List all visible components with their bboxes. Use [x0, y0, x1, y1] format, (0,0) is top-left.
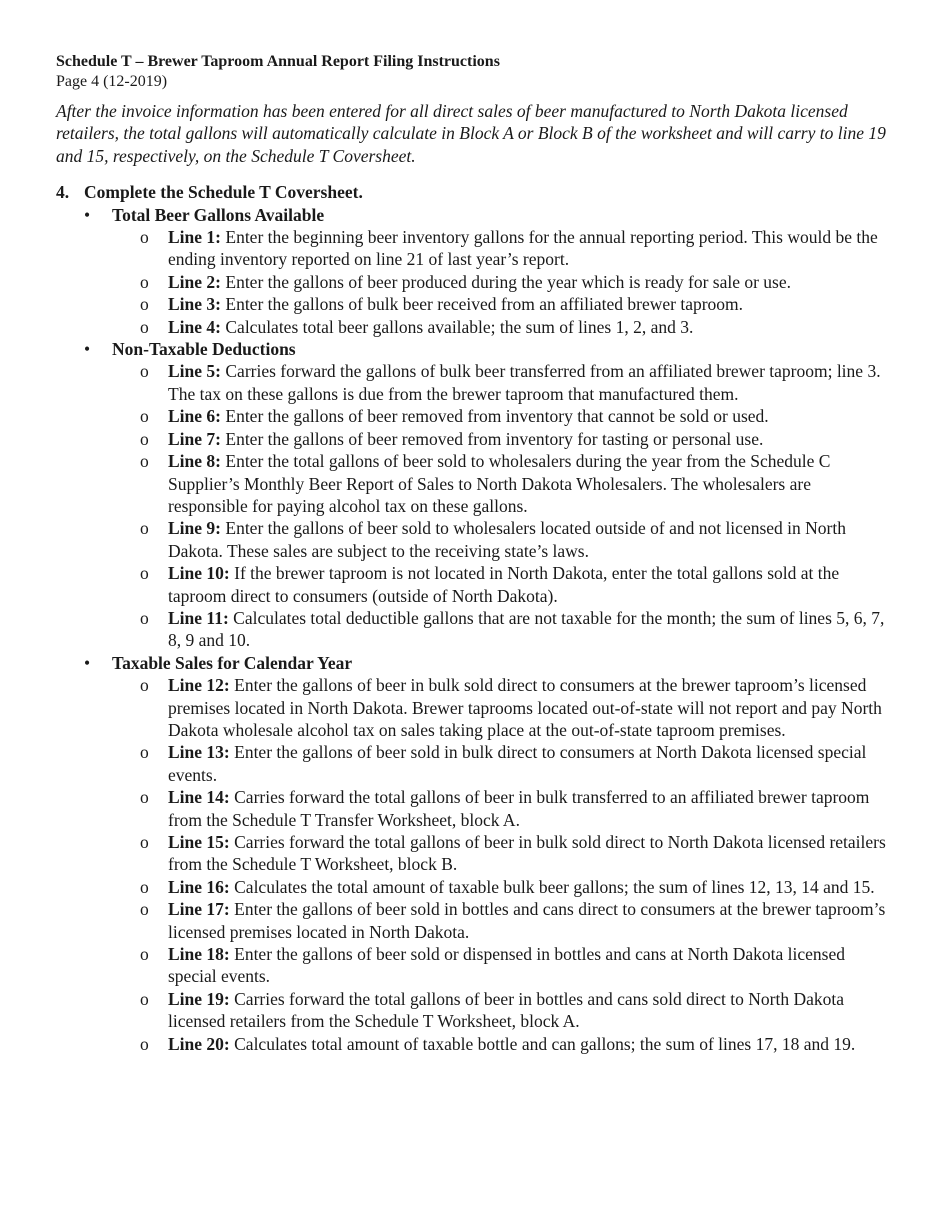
circle-bullet-icon: o — [140, 563, 149, 584]
line-description: Enter the gallons of beer sold to wholesalers located outside of and not licensed in North Dakota. These sales are subject to the receiving state’s laws. — [168, 518, 846, 561]
list-item — [56, 898, 894, 943]
item-text — [168, 517, 894, 562]
list-item — [56, 271, 894, 293]
item-text — [168, 988, 894, 1033]
line-description: Enter the gallons of beer sold in bulk direct to consumers at North Dakota licensed special events. — [168, 742, 867, 785]
line-label: Line 11: — [168, 607, 229, 628]
list-item — [56, 831, 894, 876]
line-label: Line 9: — [168, 518, 221, 539]
circle-bullet-icon: o — [140, 451, 149, 472]
item-text — [168, 316, 894, 338]
section-title: Taxable Sales for Calendar Year — [112, 652, 353, 673]
instruction-list — [56, 674, 894, 1055]
list-item — [56, 316, 894, 338]
item-text — [168, 562, 894, 607]
circle-bullet-icon: o — [140, 607, 149, 628]
circle-bullet-icon: o — [140, 899, 149, 920]
list-item — [56, 1033, 894, 1055]
instruction-list — [56, 226, 894, 338]
step-title: Complete the Schedule T Coversheet. — [84, 182, 363, 203]
line-description: Carries forward the total gallons of beer in bulk transferred to an affiliated brewer taproom from the Schedule T Transfer Worksheet, block A. — [168, 787, 870, 830]
line-description: If the brewer taproom is not located in North Dakota, enter the total gallons sold at the taproom direct to consumers (outside of North Dakota). — [168, 563, 840, 606]
line-label: Line 14: — [168, 787, 230, 808]
line-description: Enter the gallons of bulk beer received from an affiliated brewer taproom. — [221, 294, 744, 315]
line-description: Calculates total beer gallons available; the sum of lines 1, 2, and 3. — [221, 316, 694, 337]
circle-bullet-icon: o — [140, 316, 149, 337]
list-item — [56, 450, 894, 517]
bullet-icon: • — [84, 204, 91, 225]
line-label: Line 13: — [168, 742, 230, 763]
list-item — [56, 360, 894, 405]
circle-bullet-icon: o — [140, 675, 149, 696]
line-description: Calculates total deductible gallons that are not taxable for the month; the sum of lines 5, 6, 7, 8, 9 and 10. — [168, 607, 885, 651]
circle-bullet-icon: o — [140, 406, 149, 427]
line-label: Line 16: — [168, 876, 230, 897]
circle-bullet-icon: o — [140, 271, 149, 292]
circle-bullet-icon: o — [140, 832, 149, 852]
circle-bullet-icon: o — [140, 518, 149, 539]
line-label: Line 2: — [168, 271, 221, 292]
list-item — [56, 293, 894, 315]
item-text — [168, 876, 894, 898]
line-description: Enter the gallons of beer removed from inventory that cannot be sold or used. — [221, 406, 769, 427]
line-description: Enter the gallons of beer sold or dispensed in bottles and cans at North Dakota licensed special events. — [168, 944, 846, 987]
item-text — [168, 607, 894, 652]
item-text — [168, 898, 894, 943]
line-description: Enter the gallons of beer sold in bottles and cans direct to consumers at the brewer taproom’s licensed premises located in North Dakota. — [168, 899, 886, 942]
line-description: Enter the beginning beer inventory gallons for the annual reporting period. This would be the ending inventory reported on line 21 of last year’s report. — [168, 227, 878, 270]
list-item — [56, 562, 894, 607]
item-text — [168, 674, 894, 741]
circle-bullet-icon: o — [140, 361, 149, 382]
intro-paragraph: After the invoice information has been entered for all direct sales of beer manufactured to North Dakota licensed retailers, the total gallons will automatically calculate in Block A or Block B of the worksheet and will carry to line 19 and 15, respectively, on the Schedule T Coversheet. — [56, 101, 886, 166]
line-label: Line 19: — [168, 988, 230, 1009]
instruction-list — [56, 360, 894, 651]
line-description: Calculates total amount of taxable bottle and can gallons; the sum of lines 17, 18 and 19. — [229, 1033, 856, 1054]
bullet-icon: • — [84, 652, 91, 673]
circle-bullet-icon: o — [140, 227, 149, 248]
line-description: Calculates the total amount of taxable bulk beer gallons; the sum of lines 12, 13, 14 and 15. — [229, 876, 875, 897]
document-title: Schedule T – Brewer Taproom Annual Report Filing Instructions — [56, 53, 500, 70]
item-text — [168, 1033, 894, 1055]
list-item — [56, 876, 894, 898]
sections-container — [56, 204, 894, 1055]
section-heading — [56, 652, 894, 674]
line-label: Line 12: — [168, 675, 230, 696]
section-title: Total Beer Gallons Available — [112, 204, 325, 225]
step-heading — [56, 181, 894, 203]
line-label: Line 4: — [168, 316, 221, 337]
list-item — [56, 943, 894, 988]
circle-bullet-icon: o — [140, 876, 149, 897]
line-description: Enter the gallons of beer produced during the year which is ready for sale or use. — [221, 271, 792, 292]
section-heading — [56, 338, 894, 360]
line-label: Line 8: — [168, 451, 221, 472]
item-text — [168, 293, 894, 315]
line-label: Line 10: — [168, 563, 230, 584]
item-text — [168, 271, 894, 293]
list-item — [56, 405, 894, 427]
line-description: Carries forward the total gallons of beer in bulk sold direct to North Dakota licensed retailers from the Schedule T Worksheet, block B. — [168, 832, 886, 875]
step-number: 4. — [56, 182, 70, 203]
line-label: Line 1: — [168, 227, 221, 248]
circle-bullet-icon: o — [140, 294, 149, 315]
line-description: Carries forward the total gallons of beer in bottles and cans sold direct to North Dakota licensed retailers from the Schedule T Worksheet, block A. — [168, 988, 845, 1032]
item-text — [168, 226, 894, 271]
circle-bullet-icon: o — [140, 742, 149, 763]
line-label: Line 3: — [168, 294, 221, 315]
line-label: Line 17: — [168, 899, 230, 920]
item-text — [168, 360, 894, 405]
item-text — [168, 428, 894, 450]
list-item — [56, 674, 894, 741]
line-description: Enter the gallons of beer in bulk sold direct to consumers at the brewer taproom’s licensed premises located in North Dakota. Brewer taprooms located out-of-state will not report and pay North Dakota wholesale alcohol tax on sales taking place at the out-of-state taproom premises. — [168, 675, 882, 740]
circle-bullet-icon: o — [140, 1033, 149, 1054]
item-text — [168, 831, 894, 876]
line-label: Line 6: — [168, 406, 221, 427]
list-item — [56, 517, 894, 562]
list-item — [56, 428, 894, 450]
line-label: Line 20: — [168, 1033, 230, 1054]
list-item — [56, 786, 894, 831]
line-label: Line 18: — [168, 944, 230, 965]
section-title: Non-Taxable Deductions — [112, 339, 296, 360]
list-item — [56, 988, 894, 1033]
circle-bullet-icon: o — [140, 944, 149, 965]
line-label: Line 5: — [168, 361, 221, 382]
list-item — [56, 226, 894, 271]
line-description: Enter the gallons of beer removed from inventory for tasting or personal use. — [221, 428, 764, 449]
item-text — [168, 450, 894, 517]
page-number: Page 4 (12-2019) — [56, 73, 168, 90]
item-text — [168, 943, 894, 988]
line-description: Carries forward the gallons of bulk beer transferred from an affiliated brewer taproom; line 3. The tax on these gallons is due from the brewer taproom that manufactured them. — [168, 361, 881, 404]
circle-bullet-icon: o — [140, 988, 149, 1009]
list-item — [56, 741, 894, 786]
circle-bullet-icon: o — [140, 428, 149, 449]
section-heading — [56, 204, 894, 226]
item-text — [168, 741, 894, 786]
item-text — [168, 786, 894, 831]
bullet-icon: • — [84, 339, 91, 360]
list-item — [56, 607, 894, 652]
line-label: Line 15: — [168, 832, 230, 852]
line-description: Enter the total gallons of beer sold to wholesalers during the year from the Schedule C Supplier’s Monthly Beer Report of Sales to North Dakota Wholesalers. The wholesalers are responsible for paying alcohol tax on these gallons. — [168, 451, 831, 516]
line-label: Line 7: — [168, 428, 221, 449]
circle-bullet-icon: o — [140, 787, 149, 808]
item-text — [168, 405, 894, 427]
